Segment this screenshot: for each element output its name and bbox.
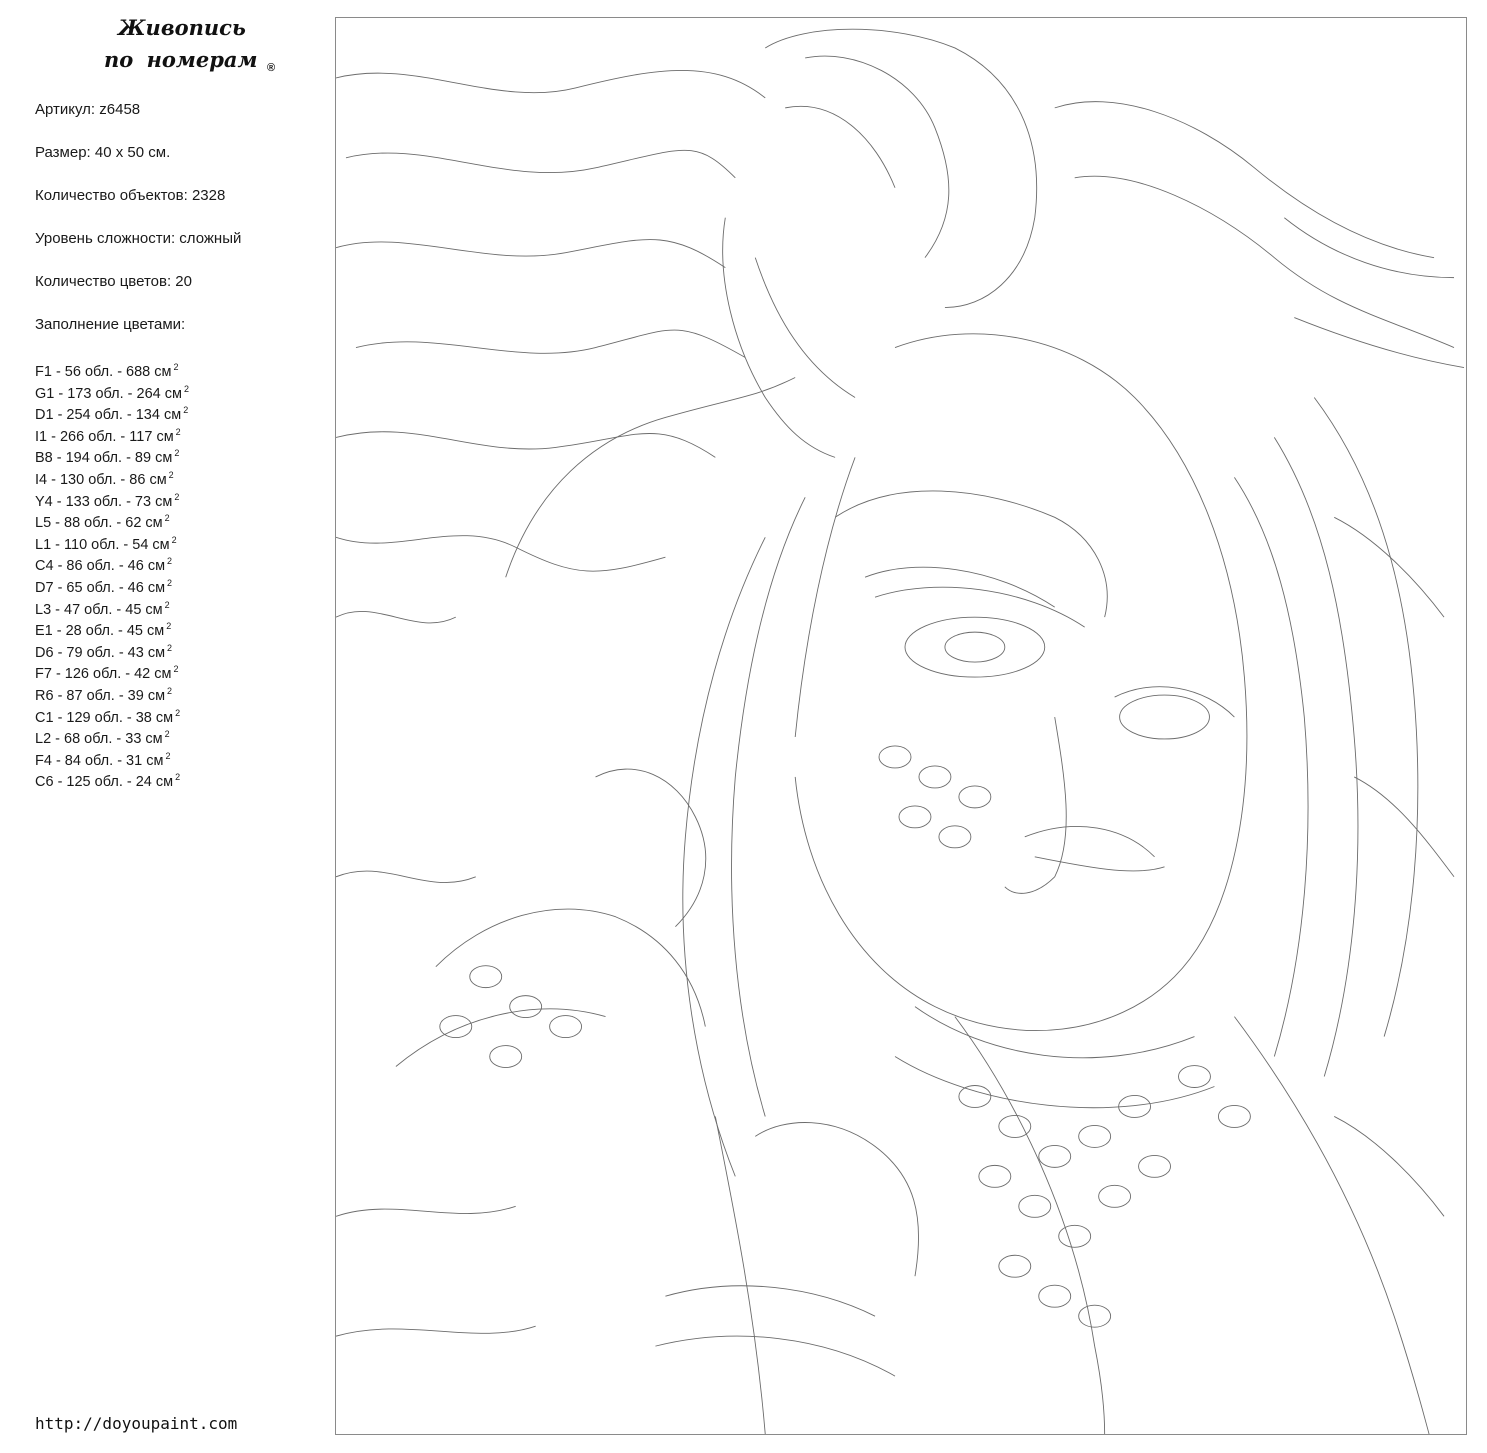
knit-cell-outline <box>999 1115 1031 1137</box>
color-fill-item <box>35 400 315 422</box>
color-fill-text: C1 - 129 обл. - 38 см <box>35 709 174 726</box>
area-unit-exponent: 2 <box>167 556 173 567</box>
color-fill-item <box>35 595 315 617</box>
object-count: Количество объектов: 2328 <box>35 187 226 204</box>
registered-mark: ® <box>267 62 276 74</box>
color-fill-item <box>35 422 315 444</box>
color-fill-item <box>35 487 315 509</box>
area-unit-exponent: 2 <box>164 513 170 524</box>
knit-cell-outline <box>1139 1155 1171 1177</box>
brand-logo <box>96 12 296 76</box>
area-unit-exponent: 2 <box>175 772 181 783</box>
knit-cell-outline <box>1059 1225 1091 1247</box>
knit-cell-outline <box>470 966 502 988</box>
color-count: Количество цветов: 20 <box>35 273 192 290</box>
color-fill-text: F4 - 84 обл. - 31 см <box>35 752 164 769</box>
knit-cell-outline <box>1039 1145 1071 1167</box>
knit-cell-outline <box>899 806 931 828</box>
color-fill-item <box>35 616 315 638</box>
color-fill-text: I1 - 266 обл. - 117 см <box>35 428 174 445</box>
article-number: Артикул: z6458 <box>35 101 141 118</box>
color-fill-item <box>35 767 315 789</box>
area-unit-exponent: 2 <box>167 685 173 696</box>
knit-cell-outline <box>1099 1185 1131 1207</box>
color-fill-item <box>35 508 315 530</box>
product-info <box>35 99 315 357</box>
color-fill-text: G1 - 173 обл. - 264 см <box>35 385 182 402</box>
color-fill-item <box>35 573 315 595</box>
color-fill-text: B8 - 194 обл. - 89 см <box>35 450 173 467</box>
knit-cell-outline <box>879 746 911 768</box>
color-fill-text: F1 - 56 обл. - 688 см <box>35 364 172 380</box>
color-fill-item <box>35 746 315 768</box>
knit-cell-outline <box>1019 1195 1051 1217</box>
area-unit-exponent: 2 <box>173 362 179 372</box>
area-unit-exponent: 2 <box>174 448 180 459</box>
brand-line-2: по номерам <box>104 47 258 72</box>
color-fill-text: D6 - 79 обл. - 43 см <box>35 644 166 661</box>
knit-cell-outline <box>919 766 951 788</box>
knit-cell-outline <box>939 826 971 848</box>
area-unit-exponent: 2 <box>183 383 189 394</box>
area-unit-exponent: 2 <box>167 577 173 588</box>
area-unit-exponent: 2 <box>173 664 179 675</box>
color-fill-item <box>35 551 315 573</box>
color-fill-list <box>35 357 315 789</box>
fill-header: Заполнение цветами: <box>35 316 186 333</box>
color-fill-item <box>35 357 315 379</box>
color-fill-text: L1 - 110 обл. - 54 см <box>35 536 170 553</box>
color-fill-text: D1 - 254 обл. - 134 см <box>35 407 182 424</box>
area-unit-exponent: 2 <box>166 621 172 632</box>
brand-line-1: Живопись <box>118 15 246 40</box>
color-fill-item <box>35 638 315 660</box>
canvas-size: Размер: 40 х 50 см. <box>35 144 171 161</box>
color-fill-item <box>35 659 315 681</box>
color-fill-item <box>35 530 315 552</box>
color-fill-item <box>35 681 315 703</box>
color-fill-item <box>35 724 315 746</box>
area-unit-exponent: 2 <box>175 707 181 718</box>
difficulty-level: Уровень сложности: сложный <box>35 230 242 247</box>
knit-cell-outline <box>1079 1305 1111 1327</box>
outline-drawing <box>336 18 1466 1434</box>
area-unit-exponent: 2 <box>175 426 181 437</box>
area-unit-exponent: 2 <box>165 750 171 761</box>
website-url: http://doyoupaint.com <box>35 1414 238 1433</box>
knit-cell-outline <box>490 1046 522 1068</box>
knit-cell-outline <box>1218 1105 1250 1127</box>
knit-cell-outline <box>510 996 542 1018</box>
color-fill-item <box>35 443 315 465</box>
color-fill-text: C6 - 125 обл. - 24 см <box>35 774 174 791</box>
knit-cell-outline <box>1039 1285 1071 1307</box>
area-unit-exponent: 2 <box>164 729 170 740</box>
coloring-canvas <box>335 17 1467 1435</box>
knit-cell-outline <box>959 1085 991 1107</box>
area-unit-exponent: 2 <box>167 642 173 653</box>
area-unit-exponent: 2 <box>183 405 189 416</box>
color-fill-text: R6 - 87 обл. - 39 см <box>35 687 166 704</box>
knit-cell-outline <box>999 1255 1031 1277</box>
knit-cell-outline <box>979 1165 1011 1187</box>
color-fill-text: L2 - 68 обл. - 33 см <box>35 731 163 748</box>
knit-cell-outline <box>959 786 991 808</box>
color-fill-text: E1 - 28 обл. - 45 см <box>35 623 165 640</box>
knit-cell-outline <box>550 1016 582 1038</box>
knit-cell-outline <box>1079 1125 1111 1147</box>
color-fill-text: L3 - 47 обл. - 45 см <box>35 601 163 618</box>
area-unit-exponent: 2 <box>164 599 170 610</box>
knit-cell-outline <box>440 1016 472 1038</box>
color-fill-text: L5 - 88 обл. - 62 см <box>35 515 163 532</box>
color-fill-text: C4 - 86 обл. - 46 см <box>35 558 166 575</box>
area-unit-exponent: 2 <box>168 469 174 480</box>
color-fill-item <box>35 379 315 401</box>
color-fill-text: I4 - 130 обл. - 86 см <box>35 471 167 488</box>
area-unit-exponent: 2 <box>171 534 177 545</box>
area-unit-exponent: 2 <box>174 491 180 502</box>
color-fill-text: Y4 - 133 обл. - 73 см <box>35 493 173 510</box>
knit-cell-outline <box>1179 1066 1211 1088</box>
outline-strokes <box>336 29 1464 1434</box>
color-fill-item <box>35 465 315 487</box>
color-fill-item <box>35 703 315 725</box>
color-fill-text: F7 - 126 обл. - 42 см <box>35 666 172 683</box>
color-fill-text: D7 - 65 обл. - 46 см <box>35 579 166 596</box>
